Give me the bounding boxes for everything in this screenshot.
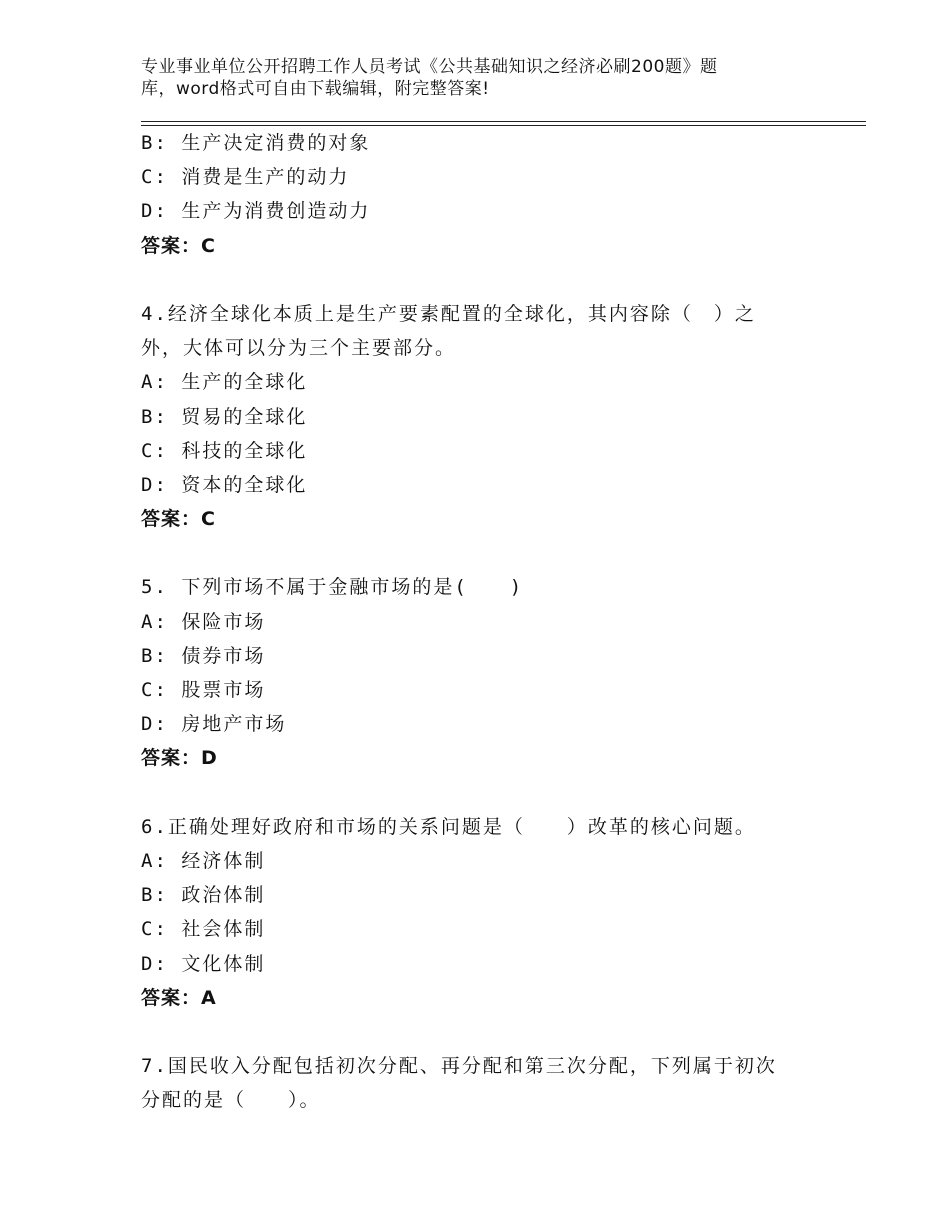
answer-text: 答案：C: [141, 508, 216, 531]
option-d: D: 生产为消费创造动力: [141, 200, 371, 223]
question-3-tail: [141, 126, 841, 263]
option-c: C: 股票市场: [141, 679, 266, 701]
option-b: B: 生产决定消费的对象: [141, 132, 371, 154]
question-4: [141, 297, 841, 536]
header-line-1: 专业事业单位公开招聘工作人员考试《公共基础知识之经济必刷200题》题: [141, 57, 718, 77]
answer-text: 答案：C: [141, 234, 216, 257]
option-c: C: 科技的全球化: [141, 439, 308, 462]
spacer: [141, 263, 841, 297]
question-stem: 4.经济全球化本质上是生产要素配置的全球化，其内容除（ ）之: [141, 302, 756, 325]
header-line-2: 库，word格式可自由下载编辑，附完整答案!: [141, 79, 490, 99]
question-stem: 7.国民收入分配包括初次分配、再分配和第三次分配，下列属于初次: [141, 1055, 777, 1078]
option-d: D: 房地产市场: [141, 713, 287, 736]
spacer: [141, 536, 841, 570]
question-stem: 5. 下列市场不属于金融市场的是( ): [141, 576, 524, 599]
option-a: A: 经济体制: [141, 849, 266, 872]
question-stem: 6.正确处理好政府和市场的关系问题是（ ）改革的核心问题。: [141, 815, 756, 838]
question-list: [141, 126, 841, 1117]
option-b: B: 政治体制: [141, 884, 266, 907]
question-6: [141, 810, 841, 1015]
option-a: A: 生产的全球化: [141, 371, 308, 394]
spacer: [141, 1015, 841, 1049]
question-stem: 外，大体可以分为三个主要部分。: [141, 337, 457, 360]
option-d: D: 文化体制: [141, 952, 266, 975]
option-b: B: 贸易的全球化: [141, 405, 308, 428]
spacer: [141, 776, 841, 810]
option-a: A: 保险市场: [141, 610, 266, 633]
option-c: C: 社会体制: [141, 918, 266, 941]
answer-text: 答案：A: [141, 986, 217, 1009]
question-stem: 分配的是（ ）。: [141, 1089, 321, 1112]
option-b: B: 债券市场: [141, 644, 266, 667]
question-7: [141, 1049, 841, 1117]
option-c: C: 消费是生产的动力: [141, 166, 350, 189]
answer-text: 答案：D: [141, 747, 218, 770]
question-5: [141, 570, 841, 775]
option-d: D: 资本的全球化: [141, 473, 308, 496]
document-header: [141, 56, 781, 100]
